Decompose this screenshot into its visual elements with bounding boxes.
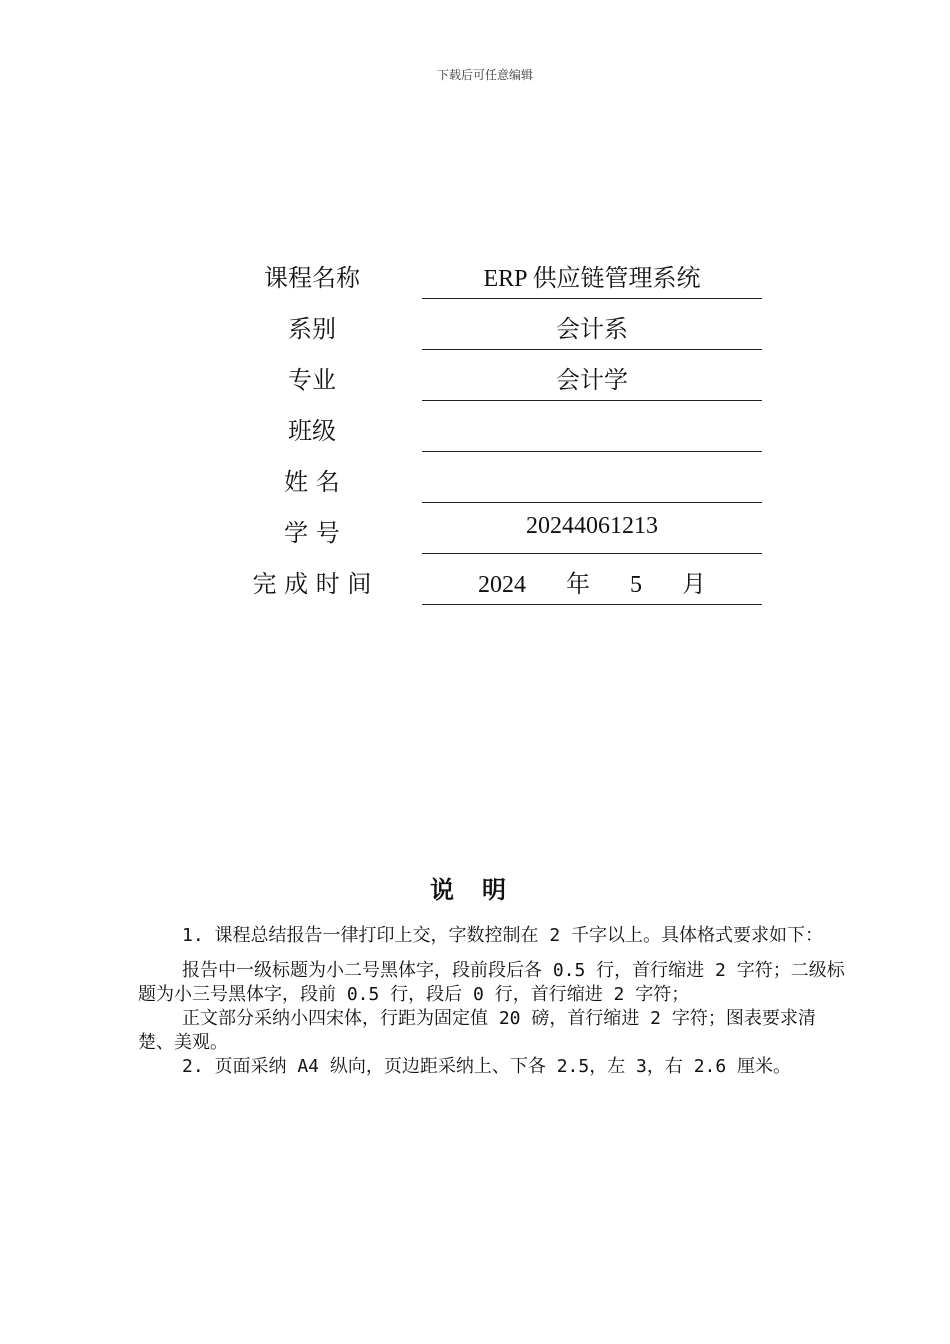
date-year-unit: 年 (566, 570, 590, 598)
course-name-label: 课程名称 (264, 264, 360, 292)
header-note: 下载后可任意编辑 (436, 68, 533, 82)
major-value: 会计学 (556, 368, 628, 394)
instruction-paragraph: 正文部分采纳小四宋体，行距为固定值 20 磅，首行缩进 2 字符；图表要求清楚、美观。 (138, 1008, 816, 1053)
instructions-section (138, 870, 848, 1079)
instruction-paragraph: 1. 课程总结报告一律打印上交，字数控制在 2 千字以上。具体格式要求如下： (182, 925, 824, 946)
instructions-title: 说明 (430, 876, 534, 904)
cover-row-class (222, 401, 762, 452)
cover-row-course (222, 248, 762, 299)
date-month-unit: 月 (682, 570, 706, 598)
completion-time-label: 完 成 时 间 (252, 570, 372, 598)
student-id-value: 20244061213 (526, 513, 658, 539)
department-value: 会计系 (556, 317, 628, 343)
cover-row-completion-time (222, 554, 762, 605)
department-label: 系别 (288, 315, 336, 343)
instruction-paragraph: 报告中一级标题为小二号黑体字，段前段后各 0.5 行，首行缩进 2 字符；二级标题为小三号黑体字，段前 0.5 行，段后 0 行，首行缩进 2 字符； (138, 960, 845, 1005)
cover-info-table (222, 248, 762, 605)
completion-date (422, 564, 762, 599)
instruction-paragraph: 2. 页面采纳 A4 纵向，页边距采纳上、下各 2.5，左 3，右 2.6 厘米。 (182, 1056, 792, 1077)
class-label: 班级 (288, 417, 336, 445)
date-year: 2024 (478, 572, 526, 598)
date-month: 5 (630, 572, 642, 598)
course-name-value: ERP 供应链管理系统 (483, 266, 701, 292)
underline (422, 604, 762, 605)
student-name-label: 姓 名 (284, 468, 340, 496)
major-label: 专业 (288, 366, 336, 394)
cover-row-department (222, 299, 762, 350)
cover-row-major (222, 350, 762, 401)
cover-row-student-id (222, 503, 762, 554)
cover-row-name (222, 452, 762, 503)
student-id-label: 学 号 (284, 519, 340, 547)
